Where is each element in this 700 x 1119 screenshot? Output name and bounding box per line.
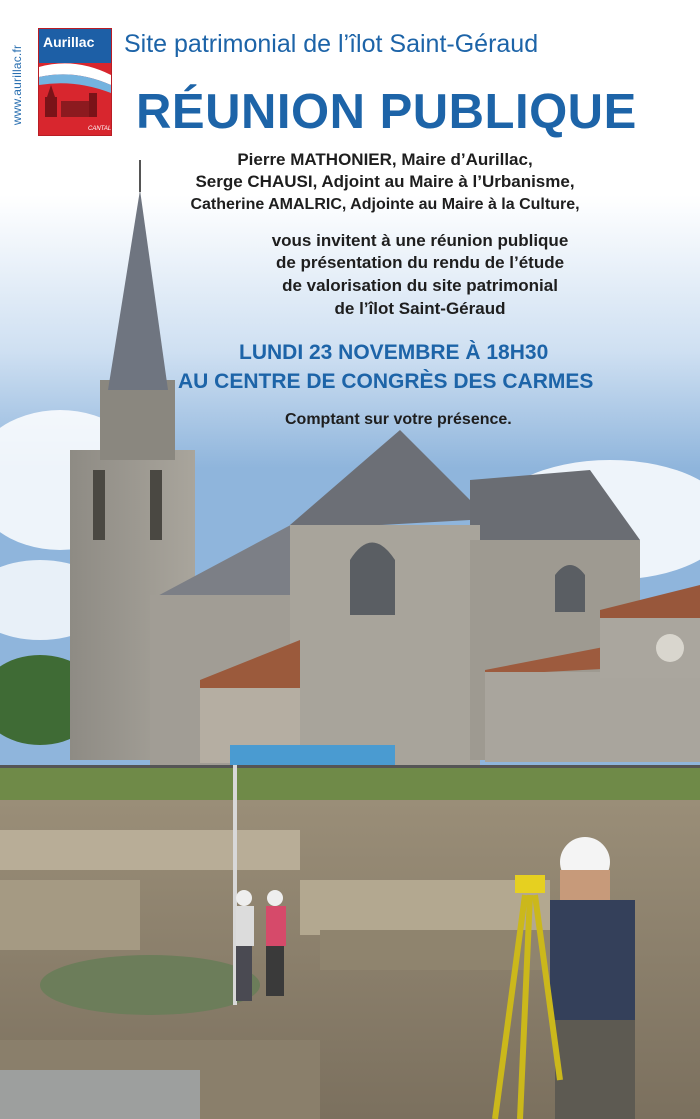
page-subtitle: Site patrimonial de l’îlot Saint-Géraud xyxy=(124,30,539,58)
logo-region: CANTAL xyxy=(88,126,112,132)
host-line-urbanism: Serge CHAUSI, Adjoint au Maire à l’Urbanisme, xyxy=(195,172,575,191)
closing-line: Comptant sur votre présence. xyxy=(285,411,512,428)
invitation-line-4: de l’îlot Saint-Géraud xyxy=(334,299,506,318)
website-url-text: www.aurillac.fr xyxy=(10,44,25,126)
event-venue: AU CENTRE DE CONGRÈS DES CARMES xyxy=(178,370,594,393)
website-url[interactable] xyxy=(6,30,28,140)
host-line-mayor: Pierre MATHONIER, Maire d’Aurillac, xyxy=(237,150,533,169)
host-line-culture: Catherine AMALRIC, Adjointe au Maire à la Culture, xyxy=(190,196,580,213)
logo-name: Aurillac xyxy=(43,34,95,50)
invitation-line-3: de valorisation du site patrimonial xyxy=(282,276,558,295)
invitation-line-2: de présentation du rendu de l’étude xyxy=(275,253,565,272)
page-title: RÉUNION PUBLIQUE xyxy=(136,85,637,139)
invitation-line-1: vous invitent à une réunion publique xyxy=(271,231,569,250)
logo-town-illustration xyxy=(39,63,111,125)
aurillac-logo xyxy=(38,28,112,136)
event-date: LUNDI 23 NOVEMBRE À 18H30 xyxy=(239,341,549,364)
